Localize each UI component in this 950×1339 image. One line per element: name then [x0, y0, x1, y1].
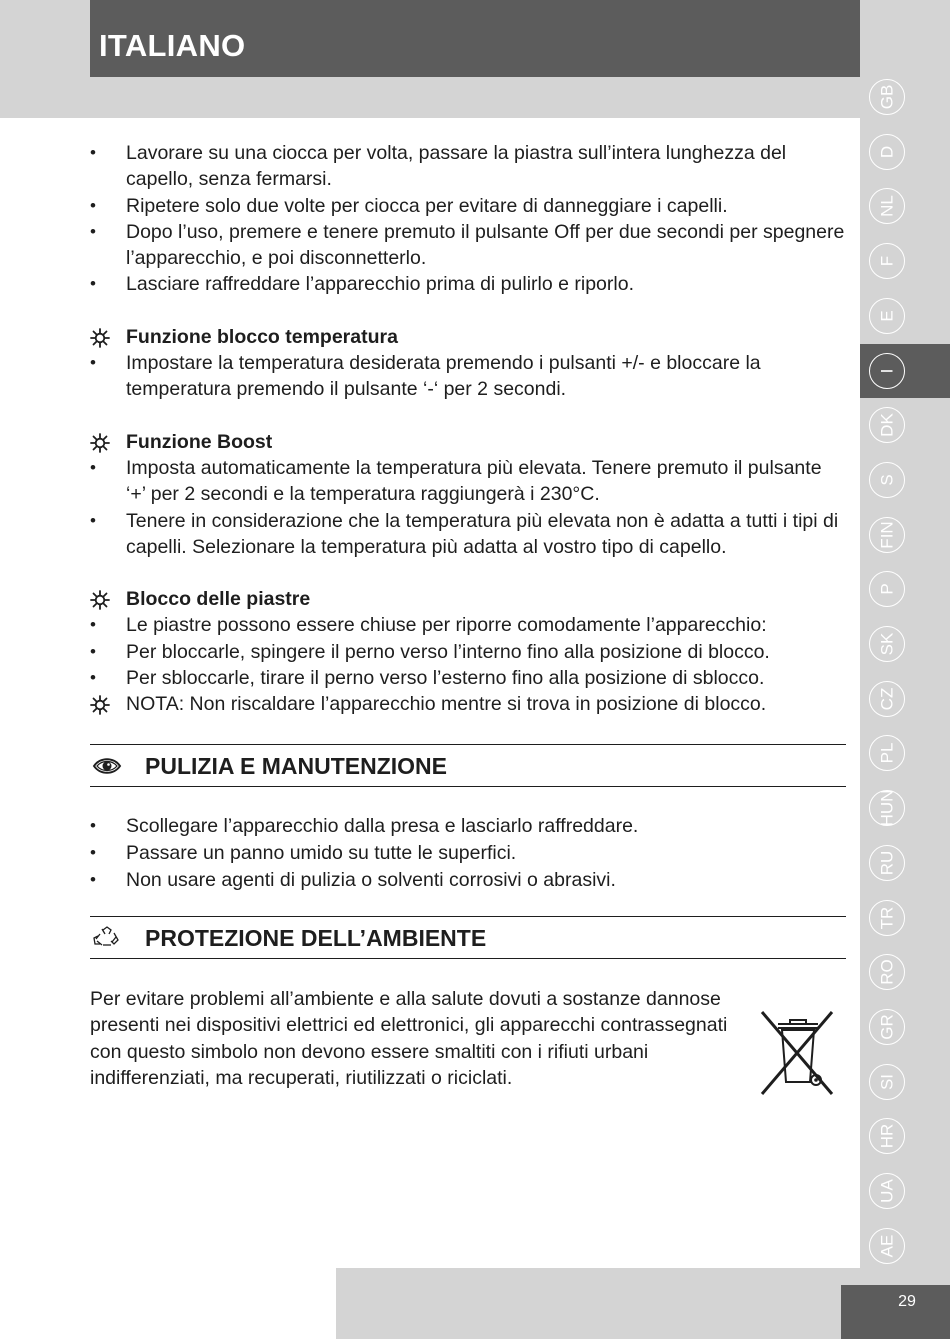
language-title-bar — [90, 0, 860, 77]
content — [90, 140, 846, 1092]
language-tab-hun[interactable] — [860, 781, 950, 835]
language-tab-ae[interactable] — [860, 1219, 950, 1273]
eye-icon — [92, 754, 122, 778]
list-item: • Per sbloccarle, tirare il perno verso l’esterno fino alla posizione di sblocco. — [90, 665, 846, 691]
page-title: ITALIANO — [99, 28, 246, 63]
language-code: RU — [877, 850, 897, 876]
note: NOTA: Non riscaldare l’apparecchio mentre si trova in posizione di blocco. — [90, 691, 846, 717]
bullet: • — [90, 143, 96, 162]
language-tab-nl[interactable] — [860, 179, 950, 233]
language-tab-fin[interactable] — [860, 508, 950, 562]
environment-text: Per evitare problemi all’ambiente e alla salute dovuti a sostanze dannose presenti nei dispositivi elettrici ed elettronici, gli apparecchi contrassegnati con questo simbolo non devono essere smaltiti con i rifiuti urbani indifferenziati, ma recuperati, riutilizzati o riciclati. — [90, 987, 728, 1090]
language-tab-ua[interactable] — [860, 1164, 950, 1218]
bullet: • — [90, 221, 96, 241]
language-code: TR — [877, 906, 897, 929]
language-code: CZ — [877, 687, 897, 711]
bullet: • — [90, 457, 96, 477]
recycle-icon — [92, 926, 122, 950]
language-code: PL — [877, 742, 897, 764]
language-code: SI — [877, 1073, 897, 1090]
environment-title: PROTEZIONE DELL’AMBIENTE — [145, 924, 487, 951]
list-item: • Impostare la temperatura desiderata premendo i pulsanti +/- e bloccare la temperatura premendo il pulsante ‘-‘ per 2 secondi. — [90, 352, 761, 401]
language-tab-si[interactable] — [860, 1055, 950, 1109]
plate-lock-section — [90, 586, 846, 717]
boost-heading: Funzione Boost — [90, 429, 846, 455]
language-code: HR — [877, 1124, 897, 1149]
bullet: • — [90, 842, 96, 862]
bullet: • — [90, 641, 96, 661]
bullet: • — [90, 353, 96, 373]
list-item: • Lasciare raffreddare l’apparecchio prima di pulirlo e riporlo. — [90, 271, 846, 297]
language-code: GB — [877, 84, 897, 110]
language-code: AE — [877, 1234, 897, 1258]
language-tab-gr[interactable] — [860, 1000, 950, 1054]
language-tab-d[interactable] — [860, 125, 950, 179]
language-tab-ru[interactable] — [860, 836, 950, 890]
language-tab-ro[interactable] — [860, 945, 950, 999]
language-code: P — [877, 583, 897, 595]
list-item: • Le piastre possono essere chiuse per riporre comodamente l’apparecchio: — [90, 612, 846, 638]
page-number-box — [841, 1285, 950, 1339]
bullet: • — [90, 615, 96, 635]
list-item: • Dopo l’uso, premere e tenere premuto il pulsante Off per due secondi per spegnere l’apparecchio, e poi disconnetterlo. — [90, 220, 845, 270]
crossed-out-bin-icon — [760, 1008, 834, 1098]
list-item: • Lavorare su una ciocca per volta, passare la piastra sull’intera lunghezza del capello, senza fermarsi. — [90, 142, 787, 191]
list-item: • Ripetere solo due volte per ciocca per evitare di danneggiare i capelli. — [90, 193, 846, 219]
language-tab-pl[interactable] — [860, 726, 950, 780]
language-code: NL — [877, 195, 897, 218]
cleaning-title: PULIZIA E MANUTENZIONE — [145, 752, 447, 779]
environment-section-header — [90, 916, 846, 959]
list-item: • Tenere in considerazione che la temperatura più elevata non è adatta a tutti i tipi di capelli. Selezionare la temperatura più adatta al vostro tipo di capello. — [90, 509, 839, 558]
bullet: • — [90, 510, 96, 530]
sun-icon — [90, 590, 110, 610]
language-code: DK — [877, 413, 897, 437]
temp-lock-section — [90, 324, 846, 403]
list-item: • Passare un panno umido su tutte le superfici. — [90, 840, 846, 866]
list-item: • Scollegare l’apparecchio dalla presa e lasciarlo raffreddare. — [90, 813, 846, 839]
language-code: F — [877, 255, 897, 267]
language-code: RO — [877, 959, 897, 985]
plate-lock-heading: Blocco delle piastre — [90, 586, 846, 612]
language-tab-dk[interactable] — [860, 398, 950, 452]
bullet: • — [90, 195, 96, 215]
list-item: • Imposta automaticamente la temperatura più elevata. Tenere premuto il pulsante ‘+’ per 2 secondi e la temperatura raggiungerà i 230°C. — [90, 456, 822, 506]
sun-icon — [90, 695, 110, 715]
language-tab-i[interactable] — [860, 344, 950, 398]
language-tab-p[interactable] — [860, 562, 950, 616]
language-code: GR — [877, 1014, 897, 1040]
sun-icon — [90, 433, 110, 453]
language-code: FIN — [877, 520, 897, 549]
bullet: • — [90, 274, 96, 294]
language-code: I — [877, 368, 897, 373]
language-code: UA — [877, 1179, 897, 1203]
language-tab-gb[interactable] — [860, 70, 950, 124]
language-code: SK — [877, 632, 897, 656]
language-tab-tr[interactable] — [860, 891, 950, 945]
bullet: • — [90, 668, 96, 688]
language-code: HUN — [877, 789, 897, 827]
language-tab-f[interactable] — [860, 234, 950, 288]
boost-section — [90, 429, 846, 560]
language-code: D — [877, 145, 897, 158]
list-item: • Per bloccarle, spingere il perno verso l’interno fino alla posizione di blocco. — [90, 639, 846, 665]
bullet: • — [90, 870, 96, 890]
language-tab-s[interactable] — [860, 453, 950, 507]
language-code: S — [877, 474, 897, 486]
language-tab-sk[interactable] — [860, 617, 950, 671]
language-tab-e[interactable] — [860, 289, 950, 343]
sun-icon — [90, 328, 110, 348]
cleaning-bullet-list — [90, 813, 846, 894]
usage-bullet-list — [90, 140, 846, 298]
page-number: 29 — [898, 1293, 916, 1310]
list-item: • Non usare agenti di pulizia o solventi corrosivi o abrasivi. — [90, 867, 846, 893]
temp-lock-heading: Funzione blocco temperatura — [90, 324, 846, 350]
language-tab-cz[interactable] — [860, 672, 950, 726]
bullet: • — [90, 815, 96, 835]
language-code: E — [877, 310, 897, 322]
language-tab-hr[interactable] — [860, 1109, 950, 1163]
cleaning-section-header — [90, 744, 846, 787]
